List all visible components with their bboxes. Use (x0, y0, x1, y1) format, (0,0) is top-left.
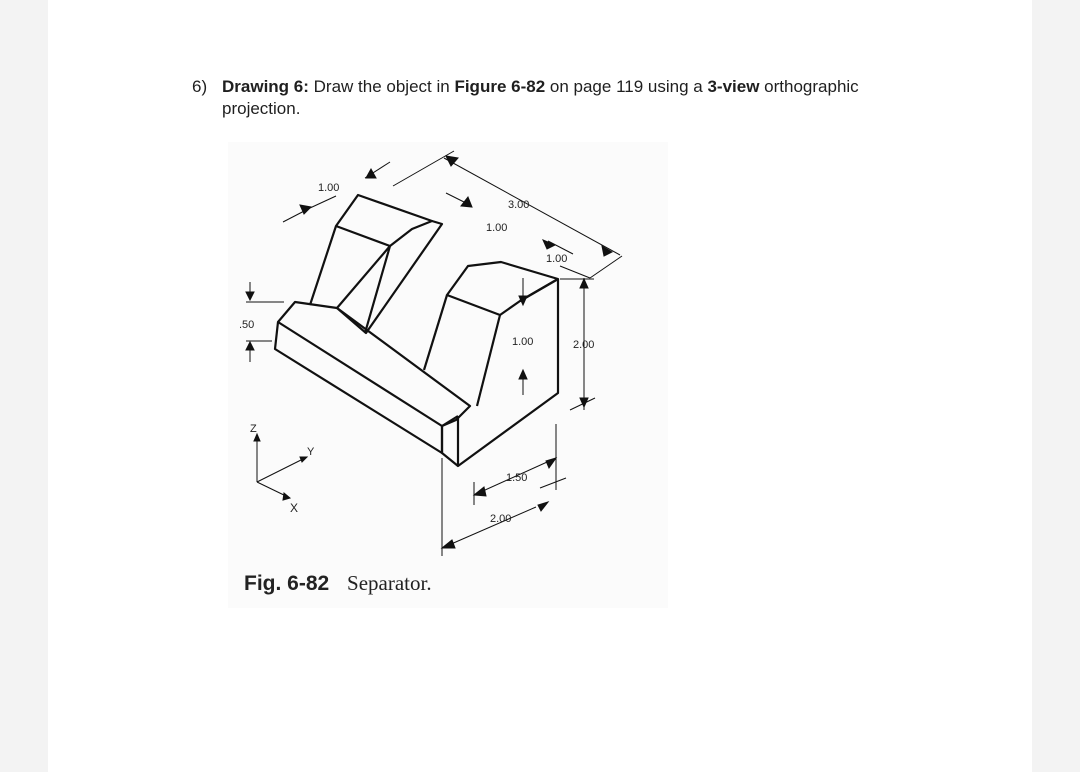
axis-x-label: X (290, 501, 299, 515)
question-text-2: on page 119 using a (549, 77, 703, 96)
base-top-edge (278, 322, 442, 426)
question-text-3: orthographic (764, 77, 859, 96)
dimension-labels (239, 182, 594, 525)
dim-base-height: .50 (239, 319, 255, 331)
view-count: 3-view (707, 77, 760, 96)
axis-triad (250, 423, 315, 515)
caption-title: Separator. (347, 571, 432, 595)
dim-overall-length: 3.00 (508, 199, 530, 211)
dim-slot-width: 1.00 (486, 222, 508, 234)
dim-top-left-width: 1.00 (318, 182, 340, 194)
dim-right-block-depth: 1.00 (546, 253, 568, 265)
dim-front-offset: 1.50 (506, 472, 528, 484)
figure-caption (244, 571, 432, 596)
question-text-1: Draw the object in (313, 77, 450, 96)
axis-z-label: Z (250, 423, 257, 435)
question-label: Drawing 6: (222, 77, 309, 96)
dim-step-height: 1.00 (512, 336, 534, 348)
object-outline (275, 195, 558, 466)
question-number: 6) (192, 77, 208, 96)
dim-overall-depth: 2.00 (490, 513, 512, 525)
left-block (310, 195, 432, 308)
separator-isometric-drawing (48, 0, 1032, 772)
axis-y-label: Y (307, 446, 315, 458)
front-wall (442, 279, 558, 466)
document-page (48, 0, 1032, 772)
dim-overall-height: 2.00 (573, 339, 595, 351)
figure-reference: Figure 6-82 (454, 77, 546, 96)
caption-number: Fig. 6-82 (244, 572, 330, 595)
dimension-lines (246, 151, 622, 556)
question-text-4: projection. (222, 99, 301, 118)
